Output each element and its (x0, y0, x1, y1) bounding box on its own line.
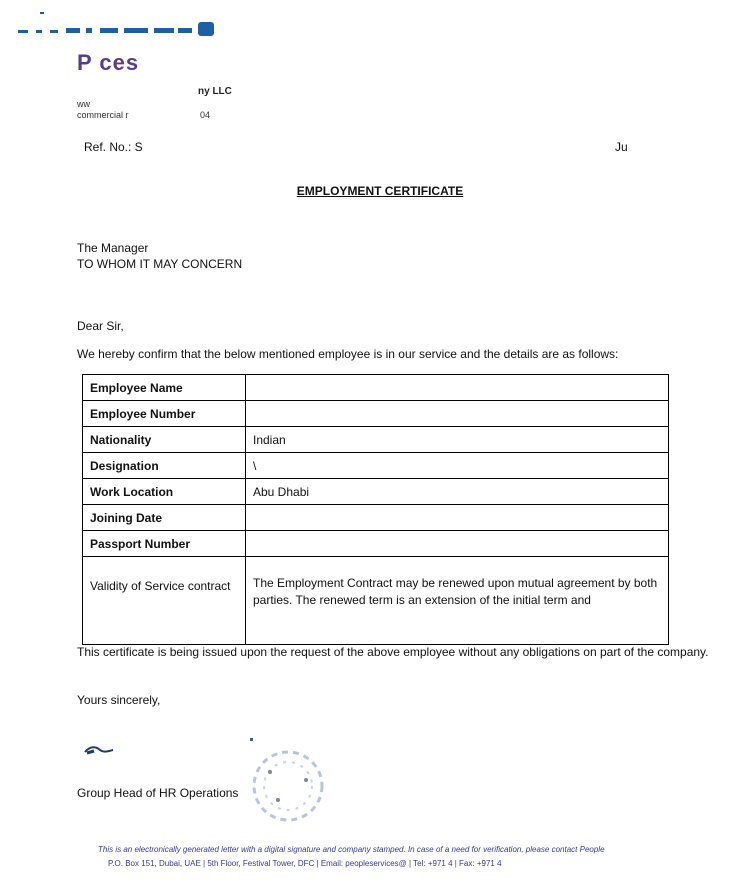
company-logo (18, 8, 238, 42)
table-row (83, 479, 669, 505)
employee-details-table (82, 374, 669, 645)
row-label: Nationality (83, 427, 246, 453)
addressee-line-1: The Manager (77, 241, 149, 255)
row-value (246, 505, 669, 531)
table-row (83, 453, 669, 479)
table-row (83, 375, 669, 401)
row-value: \ (246, 453, 669, 479)
footer-contact: P.O. Box 151, Dubai, UAE | 5th Floor, Festival Tower, DFC | Email: peopleservices@ | Tel: +971 4 | Fax: +971 4 (108, 859, 502, 868)
table-row (83, 505, 669, 531)
row-value: Indian (246, 427, 669, 453)
row-label: Employee Name (83, 375, 246, 401)
reference-number: Ref. No.: S (84, 140, 143, 154)
company-stamp (248, 736, 328, 826)
row-value (246, 557, 669, 645)
table-row (83, 401, 669, 427)
row-value (246, 401, 669, 427)
company-name: P ces (77, 50, 140, 75)
sign-off: Yours sincerely, (77, 693, 161, 707)
row-label: Designation (83, 453, 246, 479)
footer-disclaimer: This is an electronically generated letter with a digital signature and company stamped. In case of a need for verification, please contact People (98, 845, 605, 854)
letter-date: Ju (615, 140, 628, 154)
table-row (83, 557, 669, 645)
commercial-registration-number: 04 (200, 110, 211, 120)
row-value (246, 375, 669, 401)
row-label: Validity of Service contract (83, 557, 246, 645)
closing-paragraph: This certificate is being issued upon the request of the above employee without any obligations on part of the company. (77, 645, 709, 659)
row-label: Passport Number (83, 531, 246, 557)
document-title: EMPLOYMENT CERTIFICATE (296, 184, 464, 198)
row-label: Employee Number (83, 401, 246, 427)
table-row (83, 531, 669, 557)
contract-validity-text: The Employment Contract may be renewed upon mutual agreement by both parties. The renewed term is an extension of the initial term and (253, 576, 658, 607)
row-value (246, 531, 669, 557)
commercial-registration-label: commercial r (77, 110, 129, 120)
intro-paragraph: We hereby confirm that the below mentioned employee is in our service and the details are as follows: (77, 347, 619, 361)
row-label: Work Location (83, 479, 246, 505)
addressee-line-2: TO WHOM IT MAY CONCERN (77, 257, 243, 271)
table-row (83, 427, 669, 453)
company-subtitle: ny LLC (198, 86, 232, 97)
row-value: Abu Dhabi (246, 479, 669, 505)
company-website: ww (77, 99, 90, 109)
row-label: Joining Date (83, 505, 246, 531)
signature-image (84, 743, 114, 757)
signatory-title: Group Head of HR Operations (77, 786, 239, 800)
salutation: Dear Sir, (77, 319, 124, 333)
